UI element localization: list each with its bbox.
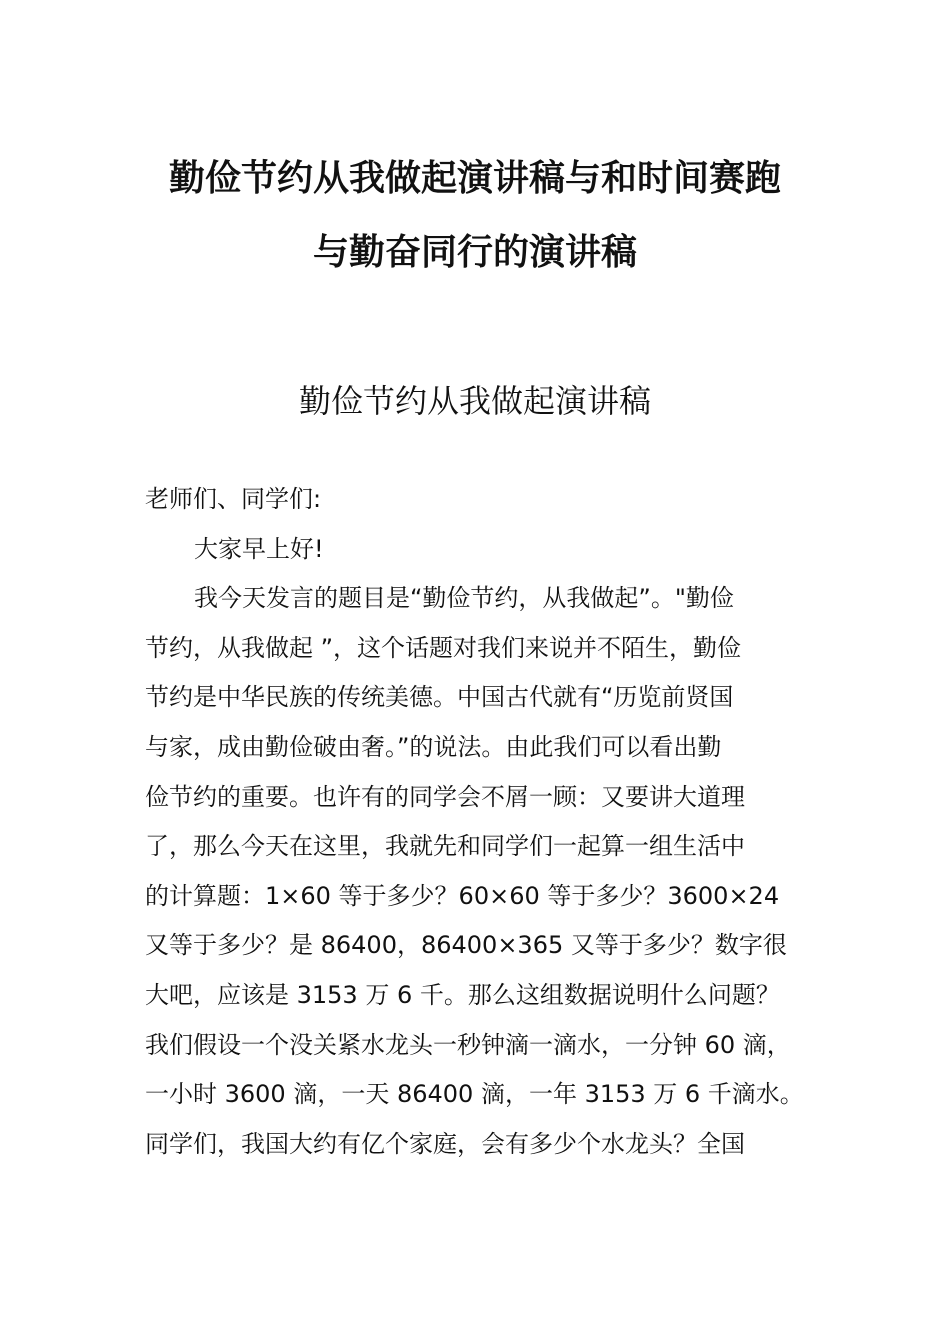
greeting: 大家早上好!	[194, 534, 324, 563]
paragraph-line: 俭节约的重要。也许有的同学会不屑一顾：又要讲大道理	[145, 782, 745, 811]
body-text	[145, 475, 825, 1169]
paragraph-line: 同学们，我国大约有亿个家庭，会有多少个水龙头？全国	[145, 1129, 745, 1158]
paragraph-line: 与家，成由勤俭破由奢。”的说法。由此我们可以看出勤	[145, 732, 722, 761]
paragraph-line: 大吧，应该是 3153 万 6 千。那么这组数据说明什么问题？	[145, 980, 780, 1009]
document-title	[120, 142, 830, 290]
paragraph-line: 我们假设一个没关紧水龙头一秒钟滴一滴水，一分钟 60 滴，	[145, 1030, 791, 1059]
paragraph-line: 节约是中华民族的传统美德。中国古代就有“历览前贤国	[145, 683, 734, 712]
paragraph-line: 一小时 3600 滴，一天 86400 滴，一年 3153 万 6 千滴水。	[145, 1080, 804, 1109]
title-line-2: 与勤奋同行的演讲稿	[312, 232, 637, 273]
paragraph-line: 的计算题：1×60 等于多少？60×60 等于多少？3600×24	[145, 881, 780, 910]
paragraph-line: 又等于多少？是 86400，86400×365 又等于多少？数字很	[145, 931, 787, 960]
paragraph-line: 了，那么今天在这里，我就先和同学们一起算一组生活中	[145, 832, 745, 861]
paragraph-line: 节约，从我做起 ”，这个话题对我们来说并不陌生，勤俭	[145, 633, 742, 662]
paragraph-line: 我今天发言的题目是“勤俭节约，从我做起”。"勤俭	[194, 584, 734, 613]
salutation: 老师们、同学们:	[145, 485, 322, 513]
title-line-1: 勤俭节约从我做起演讲稿与和时间赛跑	[168, 158, 781, 199]
section-title: 勤俭节约从我做起演讲稿	[298, 382, 651, 420]
